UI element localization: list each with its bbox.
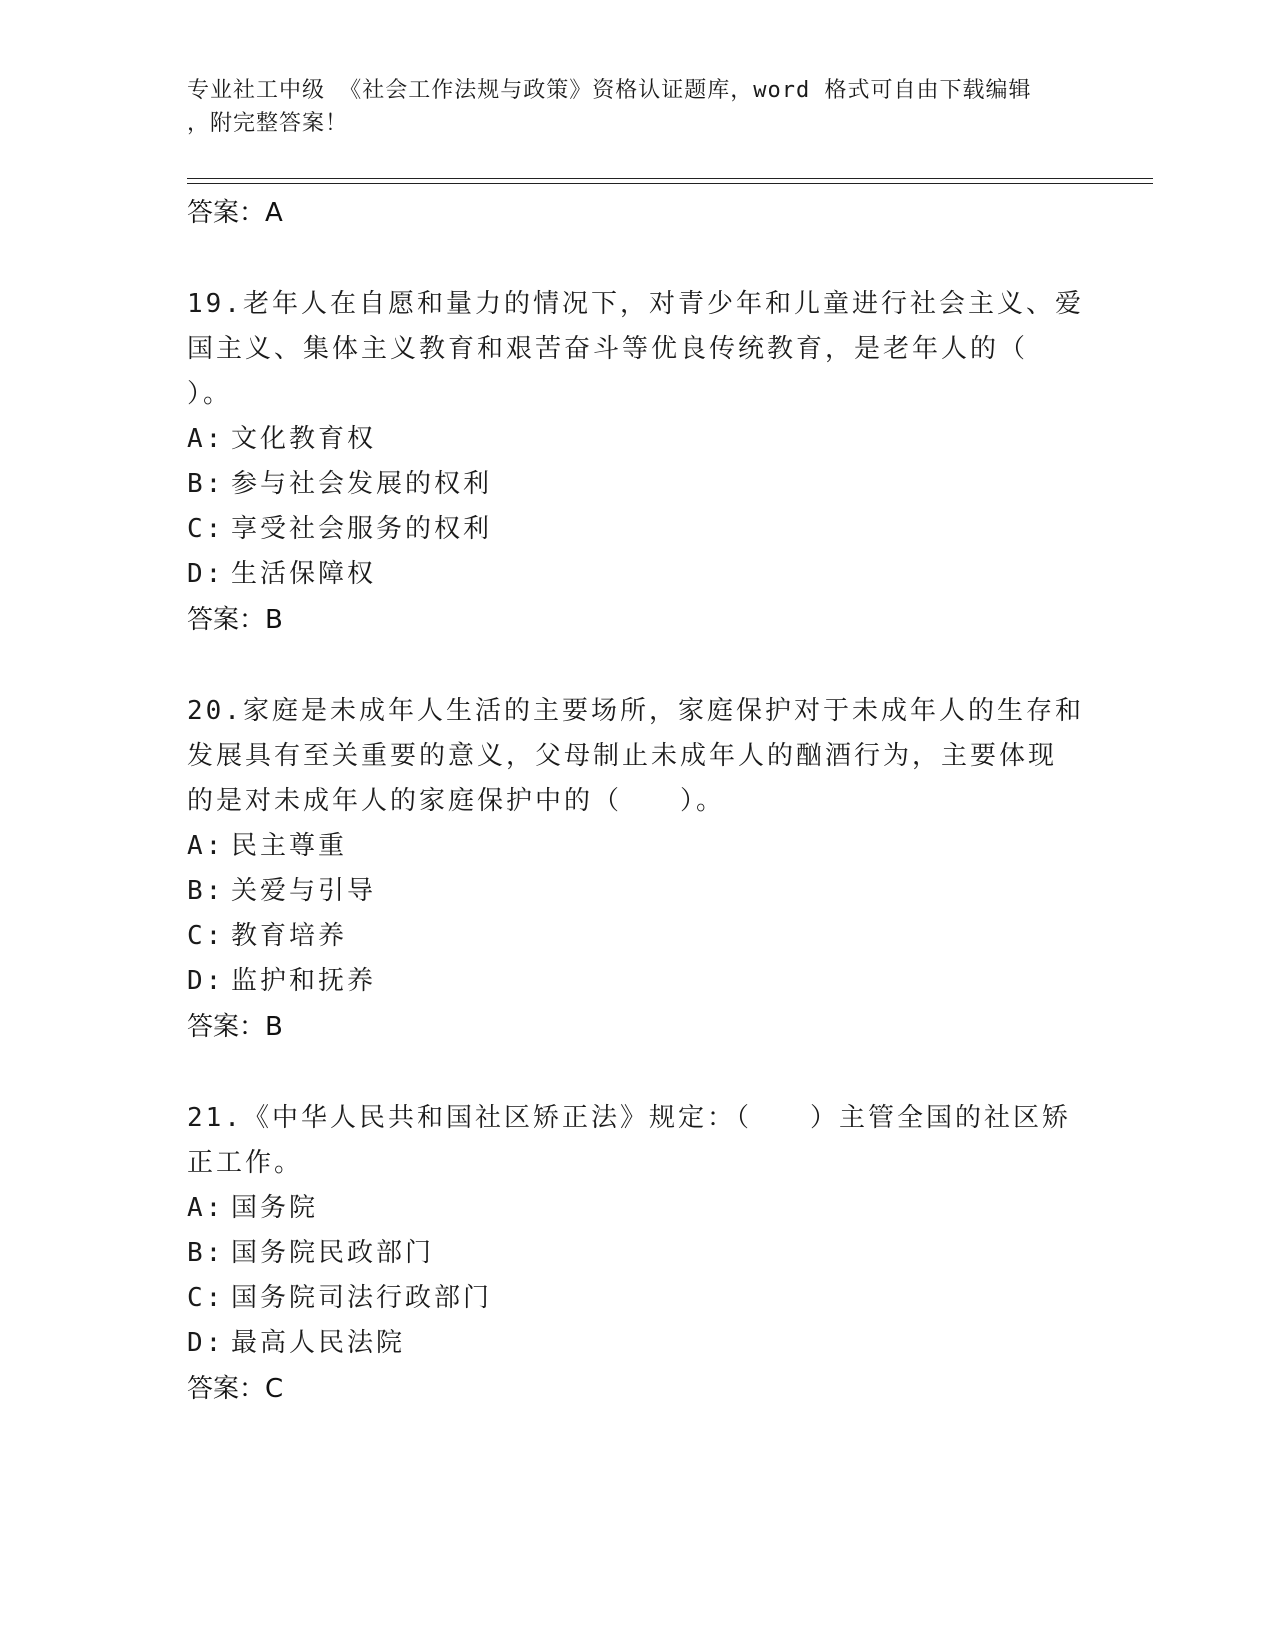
option-letter: C: (187, 1283, 225, 1313)
previous-answer: 答案：A (187, 198, 283, 228)
stem-line: 21.《中华人民共和国社区矫正法》规定：（ ）主管全国的社区矫 (187, 1103, 1071, 1133)
answer: 答案：B (187, 1012, 283, 1042)
option-letter: A: (187, 424, 225, 454)
question-stem (187, 282, 1087, 417)
question-stem (187, 689, 1087, 824)
option-b (187, 869, 1087, 914)
answer: 答案：B (187, 605, 283, 635)
page-header (187, 74, 1087, 140)
stem-line: 国主义、集体主义教育和艰苦奋斗等优良传统教育，是老年人的（ (187, 334, 1029, 364)
option-text: 国务院 (231, 1193, 319, 1223)
option-b (187, 462, 1087, 507)
option-a (187, 417, 1087, 462)
option-text: 民主尊重 (231, 831, 348, 861)
option-c (187, 1276, 1087, 1321)
stem-line: 19.老年人在自愿和量力的情况下，对青少年和儿童进行社会主义、爱 (187, 289, 1084, 319)
header-divider (187, 178, 1153, 184)
stem-line: ）。 (187, 379, 233, 409)
option-letter: D: (187, 559, 225, 589)
option-d (187, 1321, 1087, 1366)
header-line-1: 专业社工中级 《社会工作法规与政策》资格认证题库，word 格式可自由下载编辑 (187, 78, 1032, 103)
question-19 (187, 282, 1087, 643)
option-text: 国务院民政部门 (231, 1238, 435, 1268)
option-letter: D: (187, 966, 225, 996)
stem-line: 正工作。 (187, 1148, 304, 1178)
answer: 答案：C (187, 1374, 284, 1404)
option-letter: C: (187, 514, 225, 544)
option-text: 监护和抚养 (231, 966, 377, 996)
question-list (187, 190, 1087, 1412)
stem-line: 20.家庭是未成年人生活的主要场所，家庭保护对于未成年人的生存和 (187, 696, 1084, 726)
option-text: 参与社会发展的权利 (231, 469, 493, 499)
question-stem (187, 1096, 1087, 1186)
option-text: 最高人民法院 (231, 1328, 406, 1358)
option-b (187, 1231, 1087, 1276)
option-d (187, 959, 1087, 1004)
option-a (187, 1186, 1087, 1231)
option-letter: A: (187, 1193, 225, 1223)
option-text: 关爱与引导 (231, 876, 377, 906)
stem-line: 发展具有至关重要的意义，父母制止未成年人的酗酒行为，主要体现 (187, 741, 1058, 771)
option-letter: C: (187, 921, 225, 951)
option-d (187, 552, 1087, 597)
option-text: 国务院司法行政部门 (231, 1283, 493, 1313)
option-text: 生活保障权 (231, 559, 377, 589)
option-letter: B: (187, 1238, 225, 1268)
header-line-2: ，附完整答案！ (187, 111, 349, 136)
option-letter: B: (187, 469, 225, 499)
option-a (187, 824, 1087, 869)
option-text: 文化教育权 (231, 424, 377, 454)
question-20 (187, 689, 1087, 1050)
option-c (187, 914, 1087, 959)
stem-line: 的是对未成年人的家庭保护中的（ ）。 (187, 786, 726, 816)
question-21 (187, 1096, 1087, 1412)
option-text: 教育培养 (231, 921, 348, 951)
option-c (187, 507, 1087, 552)
option-letter: B: (187, 876, 225, 906)
option-letter: A: (187, 831, 225, 861)
option-text: 享受社会服务的权利 (231, 514, 493, 544)
option-letter: D: (187, 1328, 225, 1358)
